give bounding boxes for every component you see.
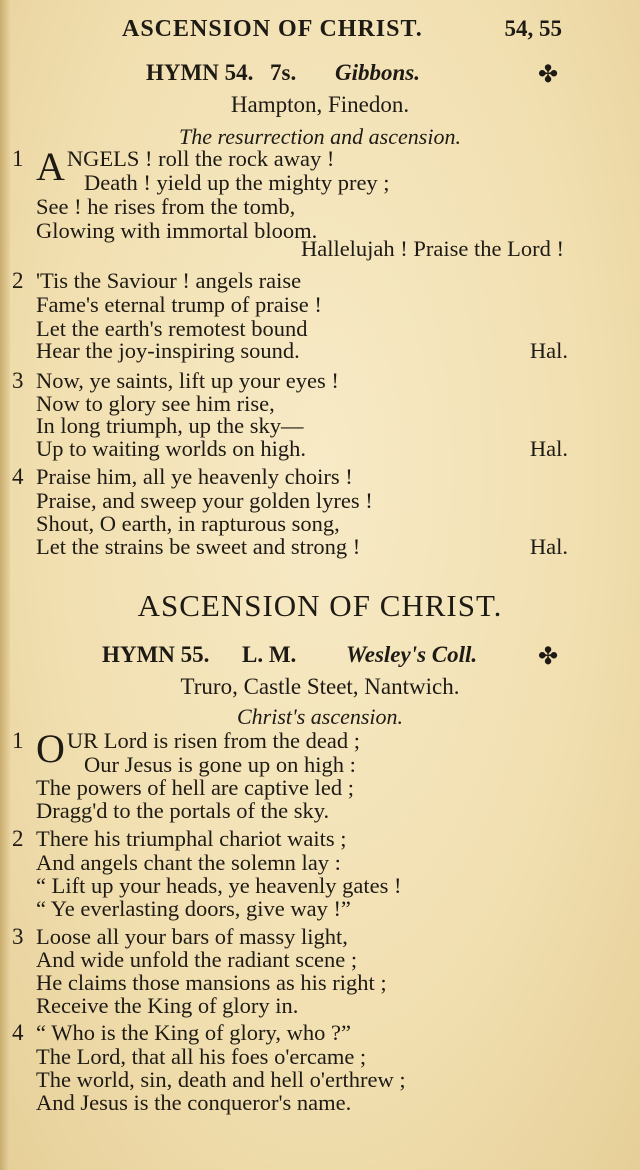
verse-number: 3: [12, 368, 24, 393]
verse-line: Fame's eternal trump of praise !: [36, 292, 322, 317]
verse-line: Now, ye saints, lift up your eyes !: [36, 368, 339, 393]
verse-line: See ! he rises from the tomb,: [36, 194, 296, 219]
verse-line: Let the earth's remotest bound: [36, 316, 308, 341]
hymn-55-author: Wesley's Coll.: [346, 642, 478, 667]
verse-line: The world, sin, death and hell o'erthrew ;: [36, 1067, 406, 1092]
verse-line: The Lord, that all his foes o'ercame ;: [36, 1044, 367, 1069]
hymn-55-number: HYMN 55.: [102, 642, 210, 667]
verse-line: Praise, and sweep your golden lyres !: [36, 488, 373, 513]
verse-line: In long triumph, up the sky—: [36, 413, 304, 438]
verse-line: 'Tis the Saviour ! angels raise: [36, 268, 302, 293]
ornament-icon: ✤: [538, 644, 559, 670]
verse-line: And Jesus is the conqueror's name.: [36, 1090, 352, 1115]
drop-cap: A: [36, 144, 65, 189]
hymn-55-tunes: Truro, Castle Steet, Nantwich.: [180, 674, 460, 699]
ornament-icon: ✤: [538, 62, 559, 88]
hymn-54-author: Gibbons.: [335, 60, 420, 85]
hymn-54-meter: 7s.: [270, 60, 297, 85]
verse-line: Hear the joy-inspiring sound.: [36, 338, 300, 363]
drop-cap: O: [36, 726, 65, 771]
verse-line: Shout, O earth, in rapturous song,: [36, 511, 340, 536]
verse-line: And wide unfold the radiant scene ;: [36, 947, 358, 972]
verse-line: Our Jesus is gone up on high :: [84, 752, 356, 777]
verse-line: “ Who is the King of glory, who ?”: [36, 1020, 351, 1045]
hymn-54-number: HYMN 54.: [146, 60, 254, 85]
verse-number: 1: [12, 728, 24, 753]
refrain: Hallelujah ! Praise the Lord !: [300, 236, 564, 261]
running-head-title: ASCENSION OF CHRIST.: [122, 16, 423, 42]
section-title: ASCENSION OF CHRIST.: [137, 588, 503, 623]
verse-line: ANGELS ! roll the rock away !: [36, 144, 335, 189]
running-head: [0, 16, 640, 50]
verse-line: Death ! yield up the mighty prey ;: [84, 170, 390, 195]
verse-line: Glowing with immortal bloom.: [36, 218, 318, 243]
verse-line: Loose all your bars of massy light,: [36, 924, 348, 949]
page-numbers: 54, 55: [504, 16, 562, 41]
verse-line: OUR Lord is risen from the dead ;: [36, 726, 360, 771]
refrain: Hal.: [529, 338, 568, 363]
refrain: Hal.: [529, 436, 568, 461]
verse-line: He claims those mansions as his right ;: [36, 970, 387, 995]
verse-number: 3: [12, 924, 24, 949]
verse-line: The powers of hell are captive led ;: [36, 775, 354, 800]
hymn-54-tunes: Hampton, Finedon.: [230, 92, 410, 117]
verse-line: And angels chant the solemn lay :: [36, 850, 341, 875]
hymn-54-subject: The resurrection and ascension.: [179, 124, 461, 149]
verse-line: There his triumphal chariot waits ;: [36, 826, 347, 851]
verse-line: Up to waiting worlds on high.: [36, 436, 306, 461]
hymn-55-meter: L. M.: [242, 642, 297, 667]
verse-number: 2: [12, 268, 24, 293]
verse-number: 4: [12, 464, 24, 489]
verse-line: Let the strains be sweet and strong !: [36, 534, 361, 559]
refrain: Hal.: [529, 534, 568, 559]
hymn-55-subject: Christ's ascension.: [236, 704, 404, 729]
verse-line: “ Lift up your heads, ye heavenly gates !: [36, 873, 402, 898]
verse-line: Praise him, all ye heavenly choirs !: [36, 464, 353, 489]
verse-line: Now to glory see him rise,: [36, 391, 275, 416]
verse-line: “ Ye everlasting doors, give way !”: [36, 896, 351, 921]
verse-number: 1: [12, 146, 24, 171]
verse-line: Receive the King of glory in.: [36, 993, 299, 1018]
verse-number: 2: [12, 826, 24, 851]
verse-line: Dragg'd to the portals of the sky.: [36, 798, 330, 823]
verse-number: 4: [12, 1020, 24, 1045]
